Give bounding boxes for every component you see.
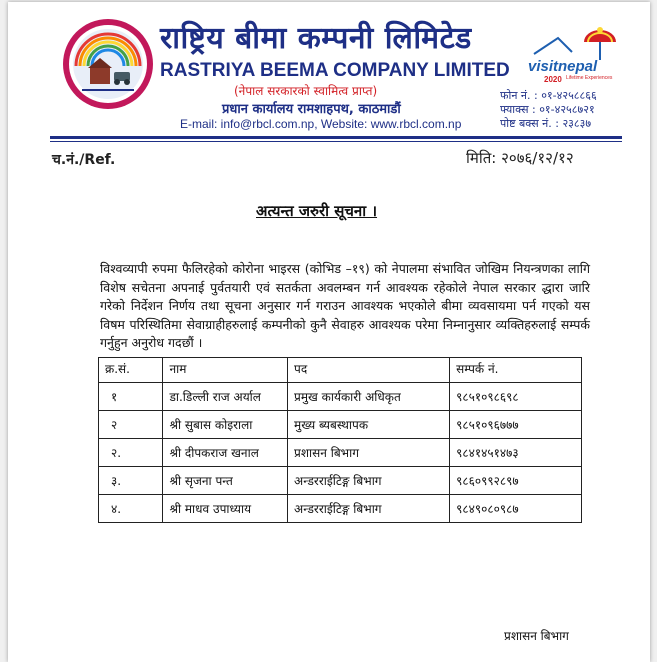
row-position: प्रमुख कार्यकारी अधिकृत — [288, 383, 450, 411]
header-serial: क्र.सं. — [99, 358, 163, 383]
header-divider — [50, 136, 622, 139]
header-name: नाम — [163, 358, 288, 383]
signature-department: प्रशासन बिभाग — [504, 629, 569, 643]
row-serial: २. — [99, 439, 163, 467]
visit-nepal-year: 2020 — [544, 75, 562, 84]
header-divider-thin — [50, 141, 622, 142]
phone-number: फोन नं. : ०१-४२५८८६६ — [500, 89, 597, 102]
row-name: श्री माधव उपाध्याय — [163, 495, 288, 523]
row-name: श्री दीपकराज खनाल — [163, 439, 288, 467]
visit-nepal-text: visitnepal — [528, 58, 598, 75]
row-contact: ९८५१०९८६९८ — [450, 383, 582, 411]
row-serial: ४. — [99, 495, 163, 523]
row-position: अन्डरराईटिङ्ग बिभाग — [288, 467, 450, 495]
row-serial: २ — [99, 411, 163, 439]
row-name: श्री सुबास कोइराला — [163, 411, 288, 439]
visit-nepal-logo — [528, 24, 623, 86]
table-row — [99, 411, 582, 439]
header-contact: सम्पर्क नं. — [450, 358, 582, 383]
row-position: अन्डरराईटिङ्ग बिभाग — [288, 495, 450, 523]
header-position: पद — [288, 358, 450, 383]
row-name: डा.डिल्ली राज अर्याल — [163, 383, 288, 411]
table-row — [99, 383, 582, 411]
company-name-english: RASTRIYA BEEMA COMPANY LIMITED — [160, 60, 510, 81]
row-position: मुख्य ब्यबस्थापक — [288, 411, 450, 439]
row-serial: ३. — [99, 467, 163, 495]
row-contact: ९८४९०८०९८७ — [450, 495, 582, 523]
company-logo — [62, 18, 154, 110]
row-contact: ९८५१०९६७७७ — [450, 411, 582, 439]
ownership-subtitle: (नेपाल सरकारको स्वामित्व प्राप्त) — [234, 84, 378, 98]
phone-block — [500, 88, 597, 130]
table-row — [99, 467, 582, 495]
table-row — [99, 439, 582, 467]
head-office-address: प्रधान कार्यालय रामशाहपथ, काठमाडौं — [222, 102, 401, 117]
notice-body: विश्वव्यापी रुपमा फैलिरहेको कोरोना भाइरस (कोभिड –१९) को नेपालमा संभावित जोखिम नियन्त्रणका लागि विशेष सचेतना अपनाई पुर्वतयारी एवं सतर्कता अवलम्बन गर्न आवश्यक रहेकोले नेपाल सरकार द्धारा जारि गरेको निर्देशन निर्णय तथा सूचना अनुसार गर्न गराउन आवश्यक भएकोले बीमा व्यवसायमा पर्न गएको यस विषम परिस्थितिमा सेवाग्राहीहरुलाई कम्पनीको कुनै सेवाहरु आवश्यक परेमा निम्नानुसार व्यक्तिहरुलाई सम्पर्क गर्नुहुन अनुरोध गदछौं । — [100, 261, 590, 350]
reference-label: च.नं./Ref. — [52, 152, 116, 168]
fax-number: फ्याक्स : ०१-४२५८७२१ — [500, 103, 595, 116]
contacts-table — [98, 357, 582, 523]
row-position: प्रशासन बिभाग — [288, 439, 450, 467]
document-page — [8, 2, 650, 662]
row-serial: १ — [99, 383, 163, 411]
letter-date: मिति: २०७६/१२/१२ — [466, 149, 574, 167]
row-name: श्री सृजना पन्त — [163, 467, 288, 495]
po-box: पोष्ट बक्स नं. : २३८३७ — [500, 117, 592, 130]
visit-nepal-tagline: Lifetime Experiences — [566, 75, 613, 81]
row-contact: ९८४१४५१४७३ — [450, 439, 582, 467]
table-row — [99, 495, 582, 523]
row-contact: ९८६०९९२८९७ — [450, 467, 582, 495]
notice-title: अत्यन्त जरुरी सूचना । — [256, 202, 378, 220]
email-website-line: E-mail: info@rbcl.com.np, Website: www.rbcl.com.np — [180, 117, 462, 131]
company-name-nepali: राष्ट्रिय बीमा कम्पनी लिमिटेड — [160, 21, 472, 56]
table-header-row — [99, 358, 582, 383]
